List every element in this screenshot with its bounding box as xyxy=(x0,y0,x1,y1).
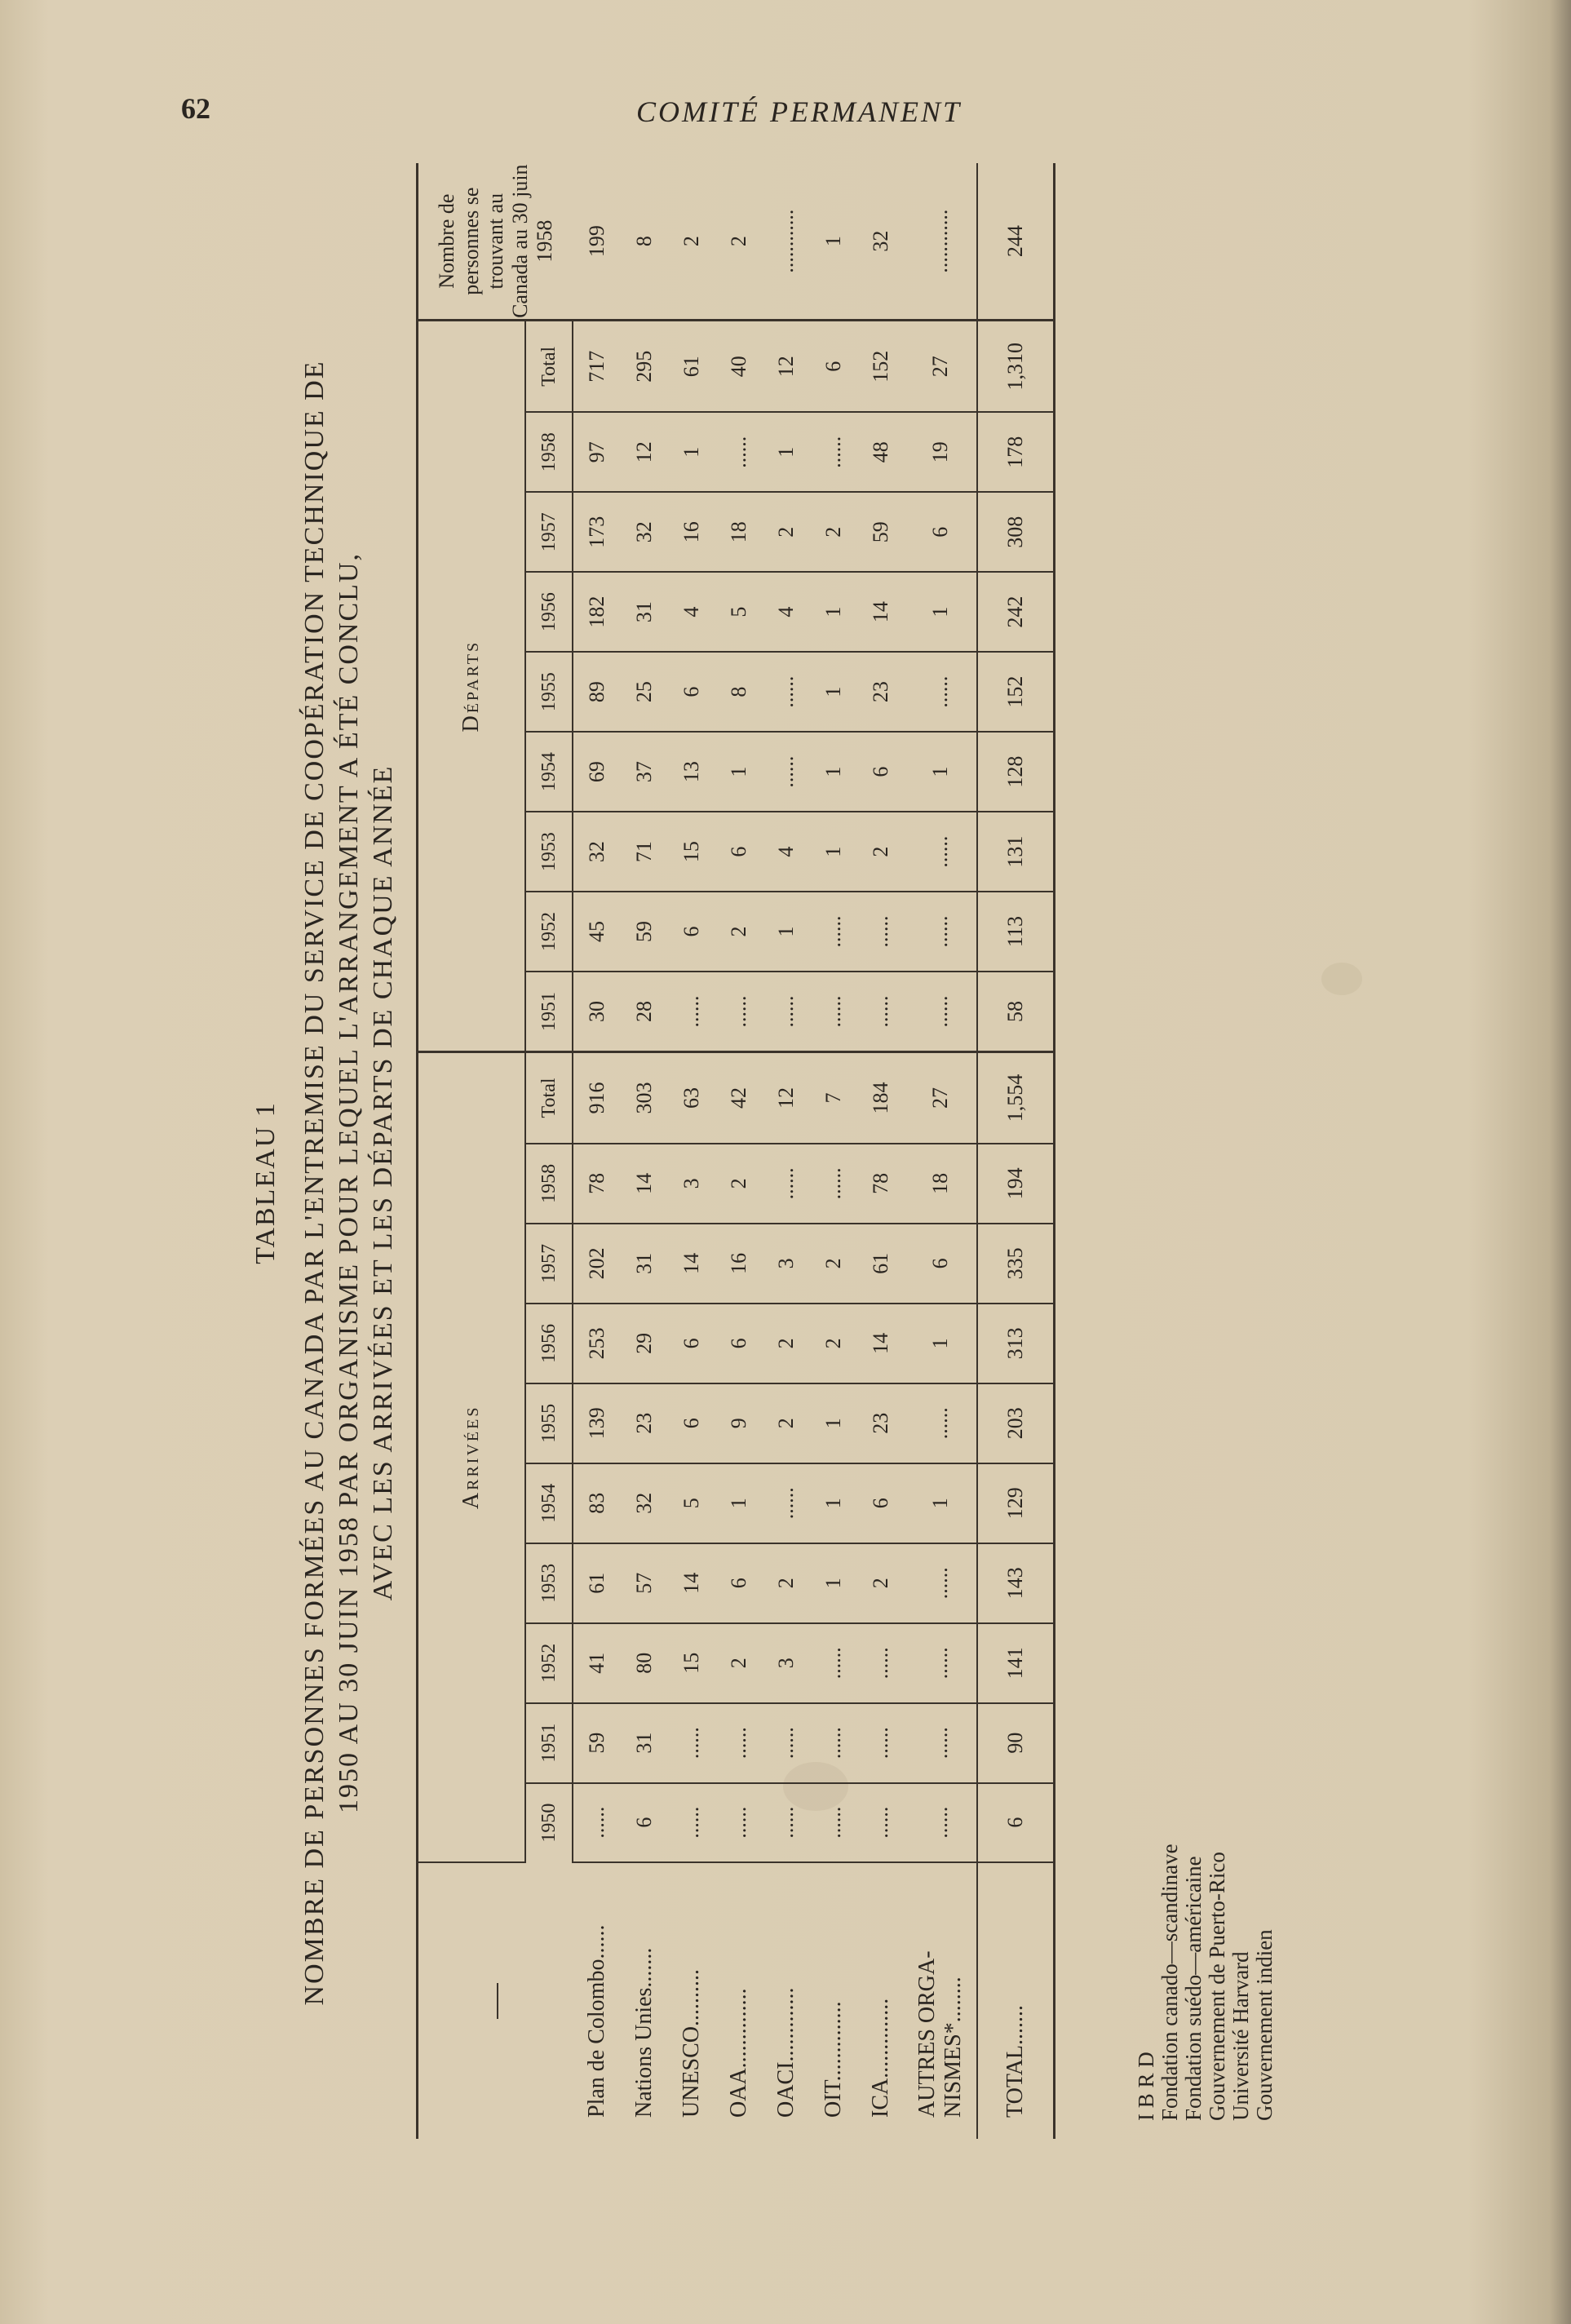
departure-cell: 30 xyxy=(573,972,621,1051)
arrival-cell: 2 xyxy=(763,1543,810,1623)
arrival-column-header: 1953 xyxy=(525,1543,573,1623)
arrival-cell: 7 xyxy=(810,1052,857,1144)
row-label: Nations Unies....... xyxy=(631,1947,657,2118)
arrival-cell: ...... xyxy=(715,1783,763,1862)
arrival-cell: 31 xyxy=(621,1224,668,1304)
departure-cell: 1 xyxy=(905,732,977,812)
table-caption-line-2: 1950 AU 30 JUIN 1958 PAR ORGANISME POUR LEQUEL L'ARRANGEMENT A ÉTÉ CONCLU, xyxy=(334,552,364,1813)
arrival-cell: 6 xyxy=(621,1783,668,1862)
arrival-cell: ...... xyxy=(810,1144,857,1224)
arrival-cell: 14 xyxy=(668,1224,715,1304)
arrival-cell: 6 xyxy=(715,1543,763,1623)
departure-cell: 23 xyxy=(857,652,905,732)
arrival-cell: 2 xyxy=(715,1623,763,1703)
arrival-cell: 202 xyxy=(573,1224,621,1304)
arrival-cell: 31 xyxy=(621,1703,668,1783)
arrival-cell: 6 xyxy=(715,1304,763,1383)
departure-cell: 37 xyxy=(621,732,668,812)
arrival-cell: 12 xyxy=(763,1052,810,1144)
departure-column-header: 1955 xyxy=(525,652,573,732)
arrival-cell: ...... xyxy=(905,1623,977,1703)
departure-cell: 242 xyxy=(977,572,1055,652)
departure-cell: 15 xyxy=(668,812,715,892)
in-canada-cell: 8 xyxy=(621,163,668,321)
departure-cell: 59 xyxy=(857,492,905,572)
footnote-line: Gouvernement indien xyxy=(1252,1929,1277,2121)
departure-cell: 59 xyxy=(621,892,668,972)
departure-cell: ...... xyxy=(857,892,905,972)
row-label xyxy=(905,1862,977,2139)
departure-cell: 113 xyxy=(977,892,1055,972)
arrival-cell: 2 xyxy=(715,1144,763,1224)
departure-cell: 12 xyxy=(763,321,810,412)
arrival-cell: 15 xyxy=(668,1623,715,1703)
row-label-line: NISMES*........ xyxy=(940,1977,966,2118)
arrival-cell: 83 xyxy=(573,1463,621,1543)
departure-column-header: 1952 xyxy=(525,892,573,972)
footnote-line: I B R D xyxy=(1134,2052,1158,2121)
departure-cell: 19 xyxy=(905,412,977,492)
row-label: TOTAL....... xyxy=(977,1862,1055,2139)
departure-cell: 32 xyxy=(621,492,668,572)
arrival-cell: ...... xyxy=(905,1783,977,1862)
departure-cell: 14 xyxy=(857,572,905,652)
departure-cell: 5 xyxy=(715,572,763,652)
arrival-column-header: 1956 xyxy=(525,1304,573,1383)
arrival-cell: 6 xyxy=(977,1783,1055,1862)
arrival-cell: 129 xyxy=(977,1463,1055,1543)
departure-column-header: 1951 xyxy=(525,972,573,1051)
departure-cell: 8 xyxy=(715,652,763,732)
arrival-cell: 1 xyxy=(715,1463,763,1543)
departure-cell: 97 xyxy=(573,412,621,492)
departure-cell: ...... xyxy=(763,652,810,732)
arrival-cell: 23 xyxy=(857,1383,905,1463)
arrival-cell: 3 xyxy=(668,1144,715,1224)
arrival-cell: ...... xyxy=(763,1783,810,1862)
departure-cell: 295 xyxy=(621,321,668,412)
arrival-column-header: 1955 xyxy=(525,1383,573,1463)
arrival-cell: 313 xyxy=(977,1304,1055,1383)
arrival-cell: ...... xyxy=(905,1703,977,1783)
arrival-cell: 1,554 xyxy=(977,1052,1055,1144)
arrival-column-header: 1958 xyxy=(525,1144,573,1224)
arrival-cell: 41 xyxy=(573,1623,621,1703)
departure-cell: 2 xyxy=(857,812,905,892)
departure-cell: ...... xyxy=(905,812,977,892)
departure-cell: 6 xyxy=(810,321,857,412)
departure-cell: 6 xyxy=(668,652,715,732)
arrival-cell: 18 xyxy=(905,1144,977,1224)
arrival-cell: 27 xyxy=(905,1052,977,1144)
departure-cell: 48 xyxy=(857,412,905,492)
departure-cell: 25 xyxy=(621,652,668,732)
in-canada-cell: 244 xyxy=(977,163,1055,321)
departure-cell: 1,310 xyxy=(977,321,1055,412)
departure-column-header: 1958 xyxy=(525,412,573,492)
departure-cell: 4 xyxy=(763,572,810,652)
arrival-cell: 9 xyxy=(715,1383,763,1463)
departure-cell: 27 xyxy=(905,321,977,412)
row-label-line: AUTRES ORGA- xyxy=(914,1950,940,2118)
arrival-column-header: 1950 xyxy=(525,1783,573,1862)
departure-cell: 128 xyxy=(977,732,1055,812)
arrival-cell: 90 xyxy=(977,1703,1055,1783)
footnote-line: Université Harvard xyxy=(1228,1951,1253,2121)
departure-cell: 69 xyxy=(573,732,621,812)
departure-cell: ...... xyxy=(715,412,763,492)
arrival-cell: 61 xyxy=(573,1543,621,1623)
stub-dash xyxy=(497,1983,498,2019)
in-canada-header: Nombre de personnes se trouvant au Canada au 30 juin 1958 xyxy=(418,163,573,321)
departure-cell: 4 xyxy=(763,812,810,892)
departure-cell: 13 xyxy=(668,732,715,812)
table-row xyxy=(763,163,810,2139)
arrival-cell: 23 xyxy=(621,1383,668,1463)
arrival-cell: ...... xyxy=(763,1144,810,1224)
arrival-column-header: 1952 xyxy=(525,1623,573,1703)
departure-cell: 58 xyxy=(977,972,1055,1051)
departure-column-header: Total xyxy=(525,321,573,412)
departure-cell: 1 xyxy=(810,732,857,812)
footnote-line: Fondation suédo—américaine xyxy=(1181,1856,1206,2121)
arrival-cell: 59 xyxy=(573,1703,621,1783)
in-canada-cell: 1 xyxy=(810,163,857,321)
departure-cell: 32 xyxy=(573,812,621,892)
departure-cell: ...... xyxy=(763,732,810,812)
departure-cell: ...... xyxy=(857,972,905,1051)
arrival-cell: 1 xyxy=(810,1383,857,1463)
table-row xyxy=(668,163,715,2139)
departure-cell: 6 xyxy=(857,732,905,812)
departure-cell: 1 xyxy=(715,732,763,812)
arrival-cell: 139 xyxy=(573,1383,621,1463)
table-row xyxy=(810,163,857,2139)
table-row xyxy=(573,163,621,2139)
arrival-cell: 3 xyxy=(763,1623,810,1703)
arrival-cell: 2 xyxy=(763,1383,810,1463)
arrival-cell: 16 xyxy=(715,1224,763,1304)
arrival-cell: 6 xyxy=(905,1224,977,1304)
departure-cell: 12 xyxy=(621,412,668,492)
arrival-cell: 57 xyxy=(621,1543,668,1623)
departure-cell: 152 xyxy=(977,652,1055,732)
arrival-cell: 3 xyxy=(763,1224,810,1304)
departure-cell: 1 xyxy=(810,572,857,652)
departure-column-header: 1953 xyxy=(525,812,573,892)
table-row xyxy=(905,163,977,2139)
arrival-cell: ...... xyxy=(763,1463,810,1543)
arrival-cell: 29 xyxy=(621,1304,668,1383)
arrival-cell: 32 xyxy=(621,1463,668,1543)
arrival-cell: 143 xyxy=(977,1543,1055,1623)
departure-cell: 4 xyxy=(668,572,715,652)
departure-cell: 1 xyxy=(763,412,810,492)
in-canada-cell: 199 xyxy=(573,163,621,321)
arrival-cell: ...... xyxy=(905,1543,977,1623)
total-row xyxy=(977,163,1055,2139)
departure-cell: 28 xyxy=(621,972,668,1051)
arrival-column-header: Total xyxy=(525,1052,573,1144)
departure-cell: 2 xyxy=(810,492,857,572)
departure-cell: ...... xyxy=(810,412,857,492)
arrivals-group-header: Arrivées xyxy=(418,1052,526,1862)
departure-cell: ...... xyxy=(905,892,977,972)
arrival-cell: 2 xyxy=(763,1304,810,1383)
departure-cell: ...... xyxy=(668,972,715,1051)
in-canada-cell: ............ xyxy=(763,163,810,321)
arrival-cell: 2 xyxy=(857,1543,905,1623)
departure-cell: ...... xyxy=(810,972,857,1051)
arrival-cell: 184 xyxy=(857,1052,905,1144)
departure-cell: 61 xyxy=(668,321,715,412)
departure-cell: 131 xyxy=(977,812,1055,892)
arrival-cell: 1 xyxy=(810,1543,857,1623)
arrival-cell: 203 xyxy=(977,1383,1055,1463)
departure-cell: 173 xyxy=(573,492,621,572)
arrival-cell: ...... xyxy=(763,1703,810,1783)
departure-column-header: 1956 xyxy=(525,572,573,652)
arrival-cell: 61 xyxy=(857,1224,905,1304)
arrival-column-header: 1951 xyxy=(525,1703,573,1783)
departure-cell: 178 xyxy=(977,412,1055,492)
departures-group-header: Départs xyxy=(418,321,526,1052)
departure-cell: 1 xyxy=(668,412,715,492)
arrival-cell: ...... xyxy=(573,1783,621,1862)
arrival-cell: 1 xyxy=(810,1463,857,1543)
departure-cell: 1 xyxy=(810,812,857,892)
arrival-cell: ...... xyxy=(668,1783,715,1862)
arrival-cell: ...... xyxy=(857,1703,905,1783)
arrival-cell: ...... xyxy=(810,1623,857,1703)
departure-cell: ...... xyxy=(763,972,810,1051)
departure-cell: 71 xyxy=(621,812,668,892)
arrival-cell: 5 xyxy=(668,1463,715,1543)
in-canada-cell: 32 xyxy=(857,163,905,321)
arrival-cell: 14 xyxy=(857,1304,905,1383)
arrival-cell: 63 xyxy=(668,1052,715,1144)
departure-cell: 152 xyxy=(857,321,905,412)
arrival-cell: 2 xyxy=(810,1224,857,1304)
table-row xyxy=(715,163,763,2139)
departure-cell: 18 xyxy=(715,492,763,572)
row-label: OAA.............. xyxy=(726,1988,751,2118)
departure-cell: ...... xyxy=(905,652,977,732)
paper-stain xyxy=(1321,963,1362,995)
departure-cell: 40 xyxy=(715,321,763,412)
in-canada-cell: 2 xyxy=(715,163,763,321)
arrival-cell: 335 xyxy=(977,1224,1055,1304)
departure-column-header: 1954 xyxy=(525,732,573,812)
departure-cell: 1 xyxy=(763,892,810,972)
arrival-cell: 6 xyxy=(857,1463,905,1543)
departure-cell: 2 xyxy=(715,892,763,972)
row-label: OACI............. xyxy=(773,1987,799,2118)
arrival-cell: ...... xyxy=(857,1783,905,1862)
departure-cell: 45 xyxy=(573,892,621,972)
arrival-column-header: 1954 xyxy=(525,1463,573,1543)
arrival-cell: 6 xyxy=(668,1304,715,1383)
row-label: OIT.............. xyxy=(821,2001,846,2118)
table-row xyxy=(857,163,905,2139)
row-label: ICA.............. xyxy=(868,1998,893,2118)
departure-cell: 6 xyxy=(668,892,715,972)
arrival-cell: 916 xyxy=(573,1052,621,1144)
arrival-cell: 141 xyxy=(977,1623,1055,1703)
arrival-cell: 6 xyxy=(668,1383,715,1463)
arrival-cell: ...... xyxy=(715,1703,763,1783)
table-label: TABLEAU 1 xyxy=(250,1101,281,1264)
trainees-table xyxy=(416,163,1055,2139)
arrival-cell: 42 xyxy=(715,1052,763,1144)
arrival-cell: ...... xyxy=(905,1383,977,1463)
arrival-cell: 1 xyxy=(905,1304,977,1383)
arrival-cell: 80 xyxy=(621,1623,668,1703)
arrival-cell: ...... xyxy=(810,1783,857,1862)
departure-column-header: 1957 xyxy=(525,492,573,572)
row-label: Plan de Colombo...... xyxy=(583,1924,609,2118)
running-title: COMITÉ PERMANENT xyxy=(636,95,962,128)
arrival-cell: 2 xyxy=(810,1304,857,1383)
table-caption-line-3: AVEC LES ARRIVÉES ET LES DÉPARTS DE CHAQUE ANNÉE xyxy=(368,764,398,1601)
departure-cell: ...... xyxy=(905,972,977,1051)
arrival-cell: 253 xyxy=(573,1304,621,1383)
departure-cell: 31 xyxy=(621,572,668,652)
arrival-cell: 78 xyxy=(857,1144,905,1224)
table-row xyxy=(621,163,668,2139)
arrival-cell: ...... xyxy=(857,1623,905,1703)
departure-cell: ...... xyxy=(715,972,763,1051)
table-caption-line-1: NOMBRE DE PERSONNES FORMÉES AU CANADA PAR L'ENTREMISE DU SERVICE DE COOPÉRATION TECHNIQUE DE xyxy=(299,360,330,2006)
departure-cell: 6 xyxy=(905,492,977,572)
arrival-cell: ...... xyxy=(810,1703,857,1783)
arrival-cell: 303 xyxy=(621,1052,668,1144)
footnotes xyxy=(1135,1844,1277,2121)
arrival-cell: 194 xyxy=(977,1144,1055,1224)
departure-cell: 6 xyxy=(715,812,763,892)
page-number: 62 xyxy=(181,92,210,125)
arrival-cell: ...... xyxy=(668,1703,715,1783)
departure-cell: 16 xyxy=(668,492,715,572)
row-label: UNESCO.......... xyxy=(679,1968,704,2118)
arrival-cell: 78 xyxy=(573,1144,621,1224)
departure-cell: 308 xyxy=(977,492,1055,572)
departure-cell: 717 xyxy=(573,321,621,412)
in-canada-cell: ............ xyxy=(905,163,977,321)
stub-header xyxy=(418,1862,573,2139)
arrival-cell: 14 xyxy=(668,1543,715,1623)
footnote-line: Gouvernement de Puerto-Rico xyxy=(1205,1852,1229,2121)
departure-cell: 1 xyxy=(810,652,857,732)
departure-cell: 2 xyxy=(763,492,810,572)
departure-cell: 89 xyxy=(573,652,621,732)
footnote-line: Fondation canado—scandinave xyxy=(1157,1844,1182,2121)
rotated-table-block xyxy=(241,163,1277,2202)
arrival-cell: 1 xyxy=(905,1463,977,1543)
departure-cell: ...... xyxy=(810,892,857,972)
departure-cell: 182 xyxy=(573,572,621,652)
in-canada-cell: 2 xyxy=(668,163,715,321)
departure-cell: 1 xyxy=(905,572,977,652)
arrival-cell: 14 xyxy=(621,1144,668,1224)
arrival-column-header: 1957 xyxy=(525,1224,573,1304)
